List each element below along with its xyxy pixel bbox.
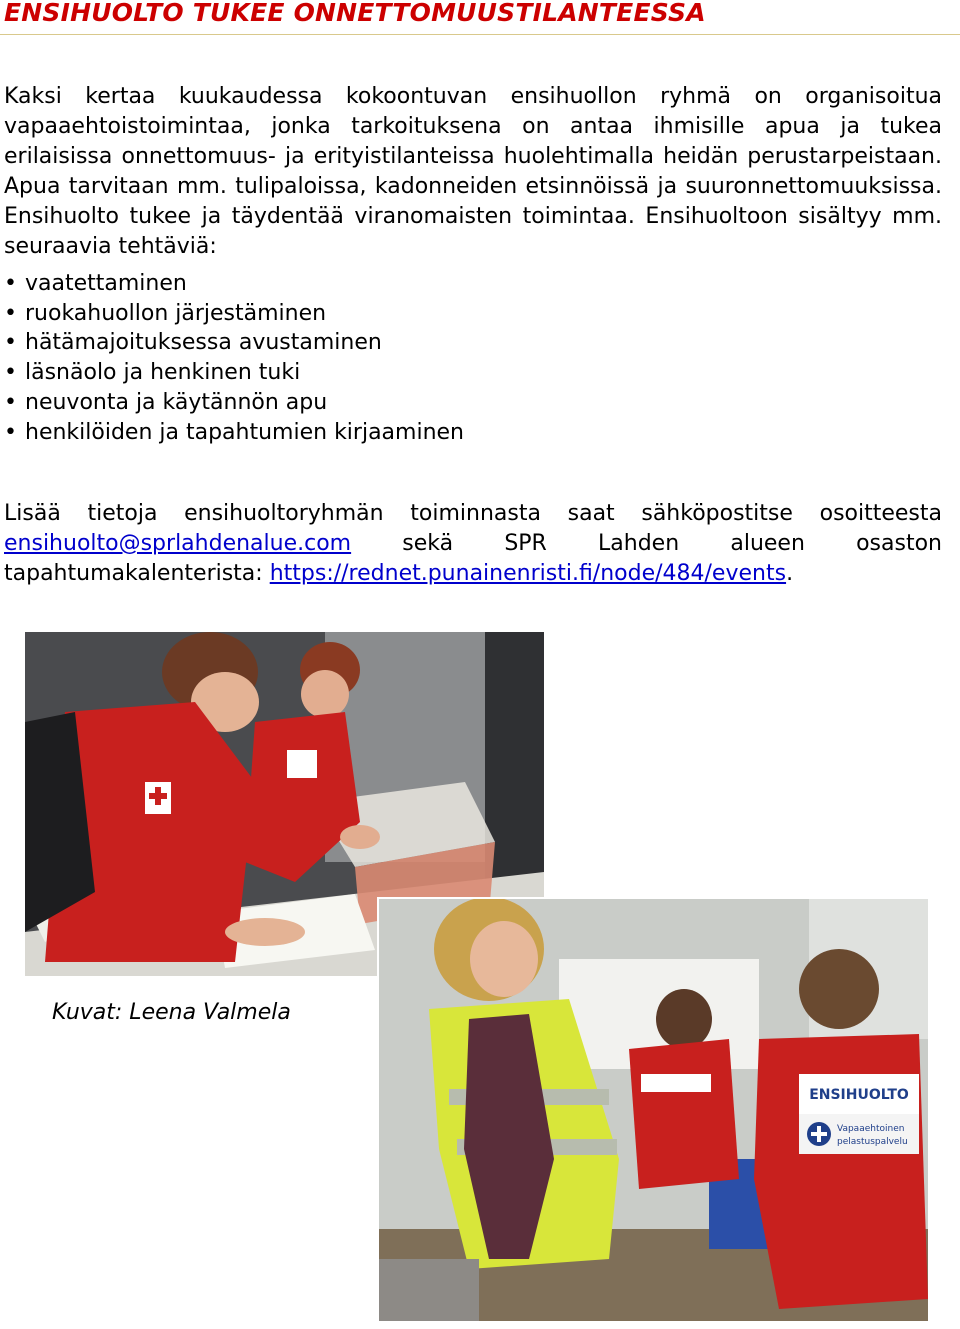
list-item-text: hätämajoituksessa avustaminen <box>25 330 382 356</box>
woman1-hand <box>225 918 305 946</box>
list-item <box>4 358 464 388</box>
intro-paragraph: Kaksi kertaa kuukaudessa kokoontuvan ensihuollon ryhmä on organisoitua vapaaehtoistoimintaa, jonka tarkoituksena on antaa ihmisille apua ja tukea erilaisissa onnettomuus- ja erityistilanteissa huolehtimalla heidän perustarpeistaan. Apua tarvitaan mm. tulipaloissa, kadonneiden etsinnöissä ja suuronnettomuuksissa. Ensihuolto tukee ja täydentää viranomaisten toimintaa. Ensihuoltoon sisältyy mm. seuraavia tehtäviä: <box>4 84 942 259</box>
woman-face <box>470 921 538 997</box>
list-item-text: vaatettaminen <box>25 271 187 296</box>
bullet-icon: • <box>4 271 17 296</box>
person2-hair <box>656 989 712 1049</box>
vest-subtext-2: pelastuspalvelu <box>837 1137 908 1147</box>
bullet-icon: • <box>4 360 17 386</box>
bullet-icon: • <box>4 300 17 326</box>
list-item-text: henkilöiden ja tapahtumien kirjaaminen <box>25 419 465 445</box>
list-item <box>4 269 464 299</box>
task-list <box>4 269 464 447</box>
red-cross-icon-bar <box>149 793 167 799</box>
woman2-hand <box>340 825 380 849</box>
person2-label <box>641 1074 711 1092</box>
list-item-text: läsnäolo ja henkinen tuki <box>25 360 301 386</box>
photo-caption: Kuvat: Leena Valmela <box>52 1000 291 1025</box>
cross-emblem-horizontal <box>811 1132 827 1136</box>
vest-subtext-1: Vapaaehtoinen <box>837 1124 905 1134</box>
person2-vest <box>629 1039 739 1189</box>
foreground-table <box>379 1259 479 1321</box>
photo-scene-bottom <box>379 899 928 1321</box>
bullet-icon: • <box>4 330 17 356</box>
list-item <box>4 299 464 329</box>
list-item <box>4 328 464 358</box>
email-link[interactable]: ensihuolto@sprlahdenalue.com <box>4 531 352 556</box>
more-info-text: Lisää tietoja ensihuoltoryhmän toiminnasta saat sähköpostitse osoitteesta <box>4 501 942 526</box>
list-item-text: ruokahuollon järjestäminen <box>25 300 327 326</box>
woman2-face <box>301 670 349 718</box>
list-item-text: neuvonta ja käytännön apu <box>25 389 328 415</box>
more-info-text-2: sekä SPR Lahden alueen osaston tapahtumakalenterista: <box>4 531 942 586</box>
woman3-hair <box>799 949 879 1029</box>
events-calendar-link[interactable]: https://rednet.punainenristi.fi/node/484/events <box>269 561 787 586</box>
period-text: . <box>786 561 794 586</box>
list-item <box>4 418 464 448</box>
more-info-paragraph <box>4 499 942 589</box>
page-title: ENSIHUOLTO TUKEE ONNETTOMUUSTILANTEESSA <box>4 0 706 27</box>
list-item <box>4 388 464 418</box>
vest-text: ENSIHUOLTO <box>809 1087 909 1103</box>
bullet-icon: • <box>4 419 17 445</box>
woman2-badge <box>287 750 317 778</box>
photo-volunteers-in-vests <box>377 897 930 1323</box>
title-divider <box>0 34 960 35</box>
bullet-icon: • <box>4 389 17 415</box>
